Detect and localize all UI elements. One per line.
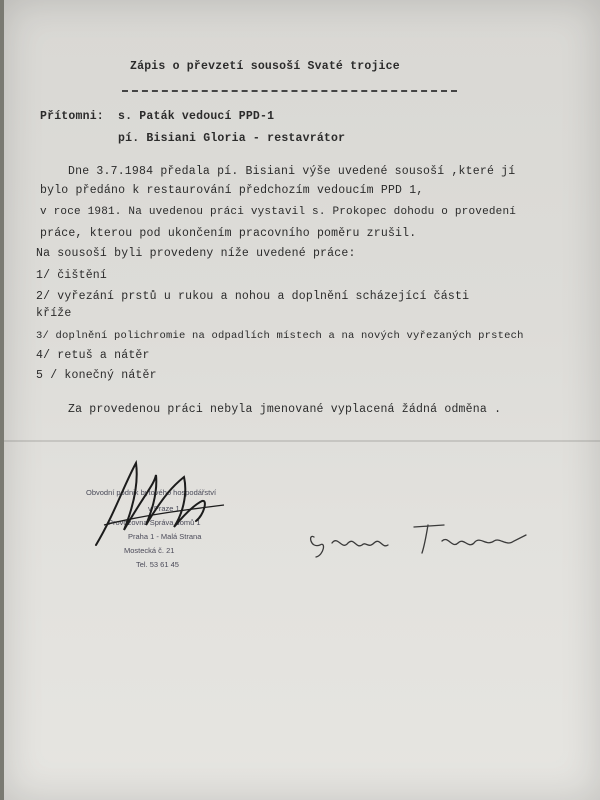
stamp-line-4: Praha 1 - Malá Strana [128, 532, 202, 541]
stamp-line-1: Obvodní podnik bytového hospodářství [86, 488, 217, 497]
paragraph-line-3: v roce 1981. Na uvedenou práci vystavil s. Prokopec dohodu o provedení [40, 206, 517, 218]
signature-left-graphic [84, 455, 244, 555]
paragraph-line-1: Dne 3.7.1984 předala pí. Bisiani výše uvedené sousoší ,které jí [68, 165, 516, 178]
list-item-1: 1/ čištění [36, 269, 108, 282]
title-underline [122, 90, 457, 92]
list-item-5: 5 / konečný nátěr [36, 369, 157, 382]
list-item-3: 3/ doplnění polichromie na odpadlích místech a na nových vyřezaných prstech [36, 330, 524, 342]
paper-fold [4, 440, 600, 442]
document-page [4, 0, 600, 800]
closing-statement: Za provedenou práci nebyla jmenované vyplacená žádná odměna . [68, 403, 502, 416]
list-item-2: 2/ vyřezání prstů u rukou a nohou a doplnění scházející části [36, 290, 470, 303]
present-label: Přítomni: [40, 110, 104, 123]
stamp-line-3: Provozovna Správa domů 1 [108, 518, 201, 527]
paragraph-line-5: Na sousoší byli provedeny níže uvedené práce: [36, 247, 356, 260]
signature-right-graphic [304, 515, 544, 565]
list-item-2-continued: kříže [36, 307, 72, 320]
paragraph-line-2: bylo předáno k restaurování předchozím vedoucím PPD 1, [40, 184, 424, 197]
list-item-4: 4/ retuš a nátěr [36, 349, 150, 362]
stamp-line-6: Tel. 53 61 45 [136, 560, 179, 569]
stamp-line-2: v Praze 1 [148, 504, 180, 513]
document-title: Zápis o převzetí sousoší Svaté trojice [130, 60, 400, 73]
paragraph-line-4: práce, kterou pod ukončením pracovního poměru zrušil. [40, 227, 417, 240]
present-person-1: s. Paták vedoucí PPD-1 [118, 110, 275, 123]
present-person-2: pí. Bisiani Gloria - restavrátor [118, 132, 346, 145]
stamp-line-5: Mostecká č. 21 [124, 546, 175, 555]
